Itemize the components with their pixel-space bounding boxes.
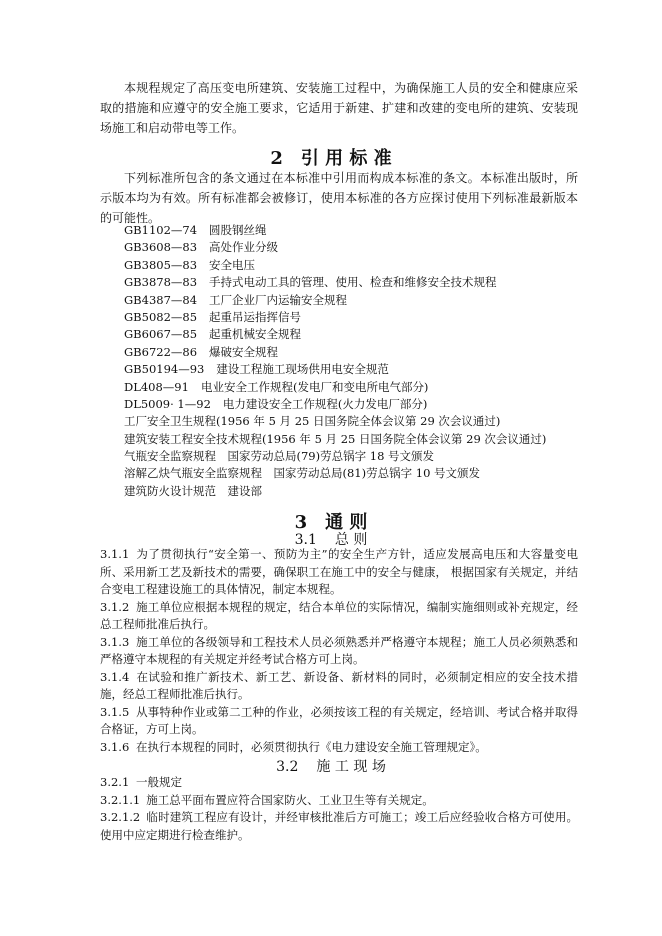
clause-text: 在执行本规程的同时，必须贯彻执行《电力建设安全施工管理规定》。 <box>136 739 487 754</box>
clause <box>100 669 578 704</box>
clause <box>100 792 578 810</box>
reference-title: 电业安全工作规程(发电厂和变电所电气部分) <box>200 379 429 394</box>
reference-item <box>124 344 624 361</box>
section-3-1-clauses <box>100 546 578 756</box>
reference-code: GB3608—83 <box>124 240 198 255</box>
reference-code: GB3805—83 <box>124 257 198 272</box>
references-intro: 下列标准所包含的条文通过在本标准中引用而构成本标准的条文。本标准出版时，所示版本均为有效。所有标准都会被修订，使用本标准的各方应探讨使用下列标准最新版本的可能性。 <box>100 171 578 225</box>
clause-number: 3.1.6 <box>100 739 130 754</box>
reference-title: 手持式电动工具的管理、使用、检查和维修安全技术规程 <box>209 275 497 290</box>
reference-code: GB1102—74 <box>124 223 198 237</box>
reference-title: 气瓶安全监察规程 国家劳动总局(79)劳总锅字 18 号文颁发 <box>124 449 435 464</box>
section-3-2-title: 施 工 现 场 <box>316 759 386 775</box>
reference-title: 建筑安装工程安全技术规程(1956 年 5 月 25 日国务院全体会议第 29 次会议通过) <box>124 431 547 446</box>
intro-paragraph: 本规程规定了高压变电所建筑、安装施工过程中，为确保施工人员的安全和健康应采取的措施和应遵守的安全施工要求，它适用于新建、扩建和改建的变电所的建筑、安装现场施工和启动带电等工作。 <box>100 81 578 135</box>
reference-title: 溶解乙炔气瓶安全监察规程 国家劳动总局(81)劳总锅字 10 号文颁发 <box>124 466 481 481</box>
section-3-title: 通 则 <box>325 512 368 533</box>
reference-item <box>124 379 624 396</box>
clause-text: 临时建筑工程应有设计，并经审核批准后方可施工；竣工后应经验收合格方可使用。使用中应定期进行检查维护。 <box>100 810 578 842</box>
clause-number: 3.2.1.1 <box>100 792 141 807</box>
clause-text: 施工总平面布置应符合国家防火、工业卫生等有关规定。 <box>146 792 434 807</box>
reference-code: GB6722—86 <box>124 344 198 359</box>
reference-item <box>124 257 624 274</box>
section-3-1-number: 3.1 <box>294 532 317 548</box>
reference-title: 高处作业分级 <box>209 240 279 255</box>
reference-title: 爆破安全规程 <box>209 344 279 359</box>
clause-text: 施工单位应根据本规程的规定，结合本单位的实际情况，编制实施细则或补充规定，经总工程师批准后执行。 <box>100 599 578 631</box>
clause-number: 3.1.4 <box>100 669 130 684</box>
section-2-title: 引 用 标 准 <box>300 148 392 169</box>
clause <box>100 739 578 757</box>
reference-title: 起重吊运指挥信号 <box>209 309 302 324</box>
reference-title: 圆股钢丝绳 <box>209 223 267 237</box>
reference-code: GB4387—84 <box>124 292 198 307</box>
reference-title: 安全电压 <box>209 257 256 272</box>
reference-title: 电力建设安全工作规程(火力发电厂部分) <box>222 396 428 411</box>
clause-number: 3.1.2 <box>100 599 130 614</box>
clause <box>100 599 578 634</box>
section-3-heading <box>0 514 662 532</box>
reference-item <box>124 431 624 448</box>
reference-title: 工厂安全卫生规程(1956 年 5 月 25 日国务院全体会议第 29 次会议通过) <box>124 414 501 429</box>
reference-item <box>124 396 624 413</box>
reference-code: GB6067—85 <box>124 327 198 342</box>
section-3-2-clauses <box>100 774 578 844</box>
clause <box>100 809 578 844</box>
clause <box>100 774 578 792</box>
clause-number: 3.1.1 <box>100 547 130 561</box>
reference-title: 建筑防火设计规范 建设部 <box>124 483 262 498</box>
reference-item <box>124 309 624 326</box>
reference-item <box>124 222 624 239</box>
reference-item <box>124 413 624 430</box>
clause-text: 从事特种作业或第二工种的作业，必须按该工程的有关规定，经培训、考试合格并取得合格证，方可上岗。 <box>100 704 578 736</box>
clause-text: 一般规定 <box>136 775 182 789</box>
reference-code: GB5082—85 <box>124 309 198 324</box>
reference-item <box>124 361 624 378</box>
clause-number: 3.2.1 <box>100 775 130 789</box>
clause-number: 3.1.3 <box>100 634 130 649</box>
reference-code: GB3878—83 <box>124 275 198 290</box>
reference-item <box>124 292 624 309</box>
references-list <box>124 222 624 500</box>
section-3-1-title: 总 则 <box>334 532 368 548</box>
reference-item <box>124 239 624 256</box>
reference-item <box>124 465 624 482</box>
reference-item <box>124 326 624 343</box>
reference-item <box>124 448 624 465</box>
reference-code: DL5009· 1—92 <box>124 396 211 411</box>
clause-text: 为了贯彻执行“安全第一、预防为主”的安全生产方针，适应发展高电压和大容量变电所、采用新工艺及新技术的需要，确保职工在施工中的安全与健康， 根据国家有关规定，并结合变电工程建设施工的具体情况，制定本规程。 <box>100 547 578 596</box>
clause <box>100 634 578 669</box>
reference-code: DL408—91 <box>124 379 189 394</box>
section-2-heading <box>0 150 662 168</box>
clause <box>100 546 578 599</box>
clause-number: 3.2.1.2 <box>100 810 141 824</box>
section-3-2-number: 3.2 <box>276 759 299 775</box>
reference-code: GB50194—93 <box>124 362 205 377</box>
clause-number: 3.1.5 <box>100 704 130 719</box>
reference-item <box>124 483 624 500</box>
clause-text: 在试验和推广新技术、新工艺、新设备、新材料的同时，必须制定相应的安全技术措施，经总工程师批准后执行。 <box>100 669 578 701</box>
reference-item <box>124 274 624 291</box>
section-2-number: 2 <box>270 148 283 169</box>
reference-title: 建设工程施工现场供用电安全规范 <box>216 362 389 377</box>
clause <box>100 704 578 739</box>
clause-text: 施工单位的各级领导和工程技术人员必须熟悉并严格遵守本规程；施工人员必须熟悉和严格遵守本规程的有关规定并经考试合格方可上岗。 <box>100 634 578 666</box>
section-3-number: 3 <box>294 512 308 533</box>
reference-title: 起重机械安全规程 <box>209 327 302 342</box>
reference-title: 工厂企业厂内运输安全规程 <box>209 292 348 307</box>
